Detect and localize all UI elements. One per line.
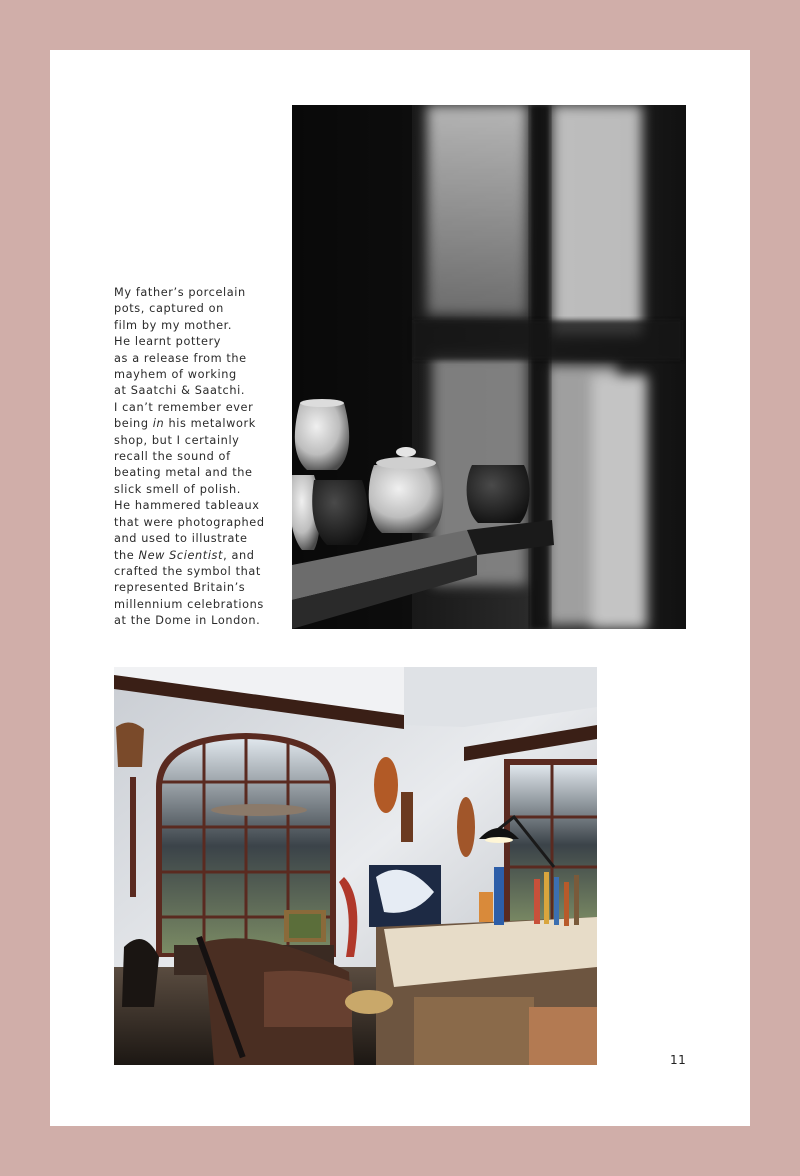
photo-caption [114, 285, 274, 630]
studio-photo [114, 667, 597, 1065]
caption-emphasis-in: in [152, 417, 165, 431]
caption-text-3: , and crafted the symbol that represented Britain’s millennium celebrations at the Dome in London. [114, 548, 264, 628]
magazine-page [50, 50, 750, 1126]
caption-text-1: My father’s porcelain pots, captured on film by my mother. He learnt pottery as a release from the mayhem of working at Saatchi & Saatchi. I can’t remember ever being [114, 286, 254, 431]
caption-text-2: his metalwork shop, but I certainly recall the sound of beating metal and the slick smell of polish. He hammered tableaux that were photographed and used to illustrate the [114, 417, 265, 562]
caption-emphasis-new-scientist: New Scientist [138, 548, 224, 562]
page-number: 11 [670, 1053, 687, 1067]
porcelain-pots-photo [292, 105, 686, 629]
